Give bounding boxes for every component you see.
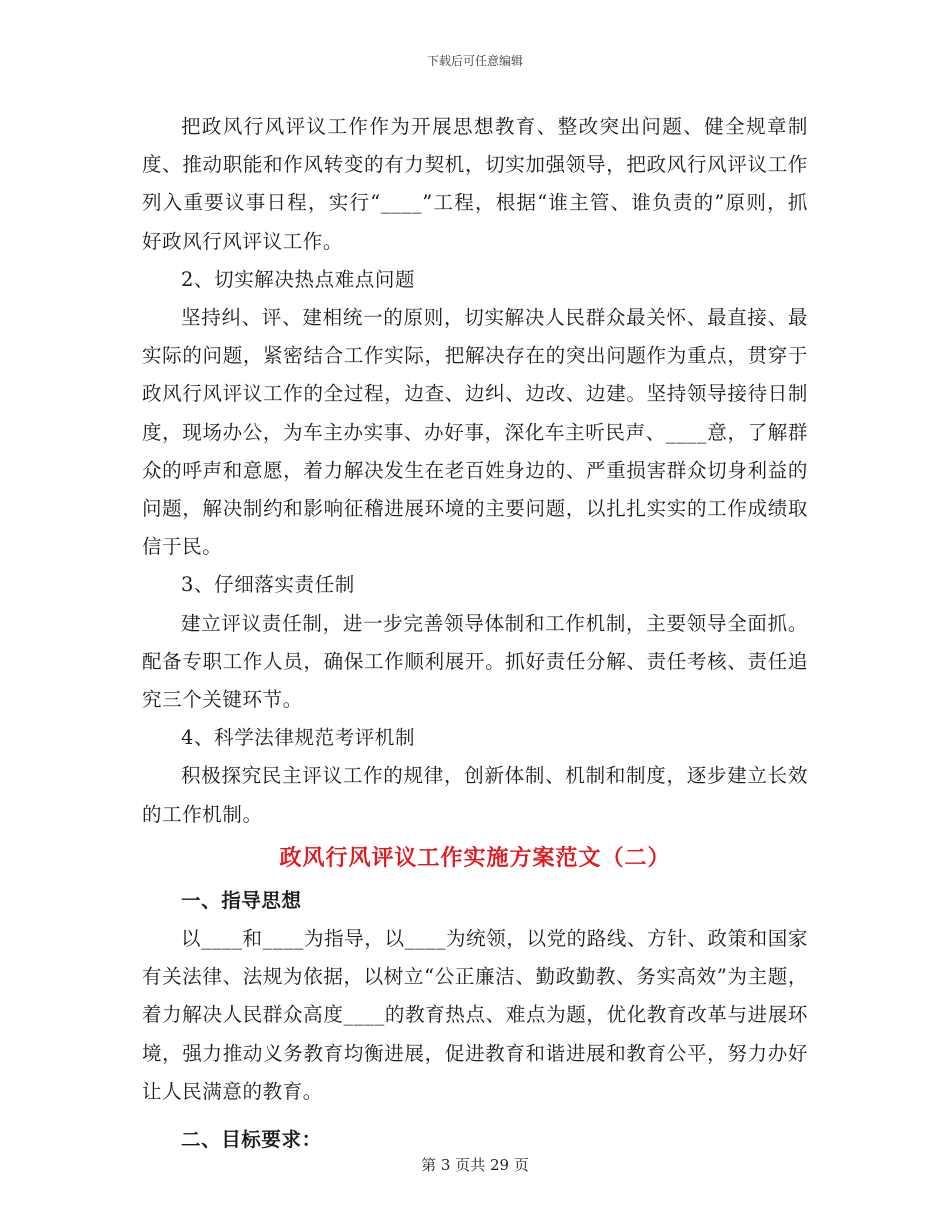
paragraph-1: 把政风行风评议工作作为开展思想教育、整改突出问题、健全规章制度、推动职能和作风转变的有力契机，切实加强领导，把政风行风评议工作列入重要议事日程，实行“____”工程，根据“谁主管、谁负责的”原则，抓好政风行风评议工作。 (142, 115, 808, 253)
section-heading-goals: 二、目标要求： (181, 1128, 322, 1152)
paragraph-2: 坚持纠、评、建相统一的原则，切实解决人民群众最关怀、最直接、最实际的问题，紧密结合工作实际，把解决存在的突出问题作为重点，贯穿于政风行风评议工作的全过程，边查、边纠、边改、边建。坚持领导接待日制度，现场办公，为车主办实事、办好事，深化车主听民声、____意，了解群众的呼声和意愿，着力解决发生在老百姓身边的、严重损害群众切身利益的问题，解决制约和影响征稽进展环境的主要问题，以扎扎实实的工作成绩取信于民。 (142, 306, 808, 559)
document-body (142, 108, 808, 1159)
document-title: 政风行风评议工作实施方案范文（二） (279, 844, 671, 871)
section-heading-3: 3、仔细落实责任制 (181, 573, 355, 597)
page-header: 下载后可任意编辑 (426, 54, 523, 68)
section-heading-guiding-ideology: 一、指导思想 (181, 888, 302, 912)
section-heading-4: 4、科学法律规范考评机制 (181, 726, 416, 750)
section-heading-2: 2、切实解决热点难点问题 (181, 267, 416, 291)
page-footer: 第 3 页共 29 页 (421, 1156, 529, 1174)
paragraph-5: 以____和____为指导，以____为统领，以党的路线、方针、政策和国家有关法律、法规为依据，以树立“公正廉洁、勤政勤教、务实高效”为主题，着力解决人民群众高度____的教育热点、难点为题，优化教育改革与进展环境，强力推动义务教育均衡进展，促进教育和谐进展和教育公平，努力办好让人民满意的教育。 (142, 927, 808, 1103)
paragraph-3: 建立评议责任制，进一步完善领导体制和工作机制，主要领导全面抓。配备专职工作人员，确保工作顺利展开。抓好责任分解、责任考核、责任追究三个关键环节。 (142, 611, 808, 712)
paragraph-4: 积极探究民主评议工作的规律，创新体制、机制和制度，逐步建立长效的工作机制。 (142, 764, 808, 826)
